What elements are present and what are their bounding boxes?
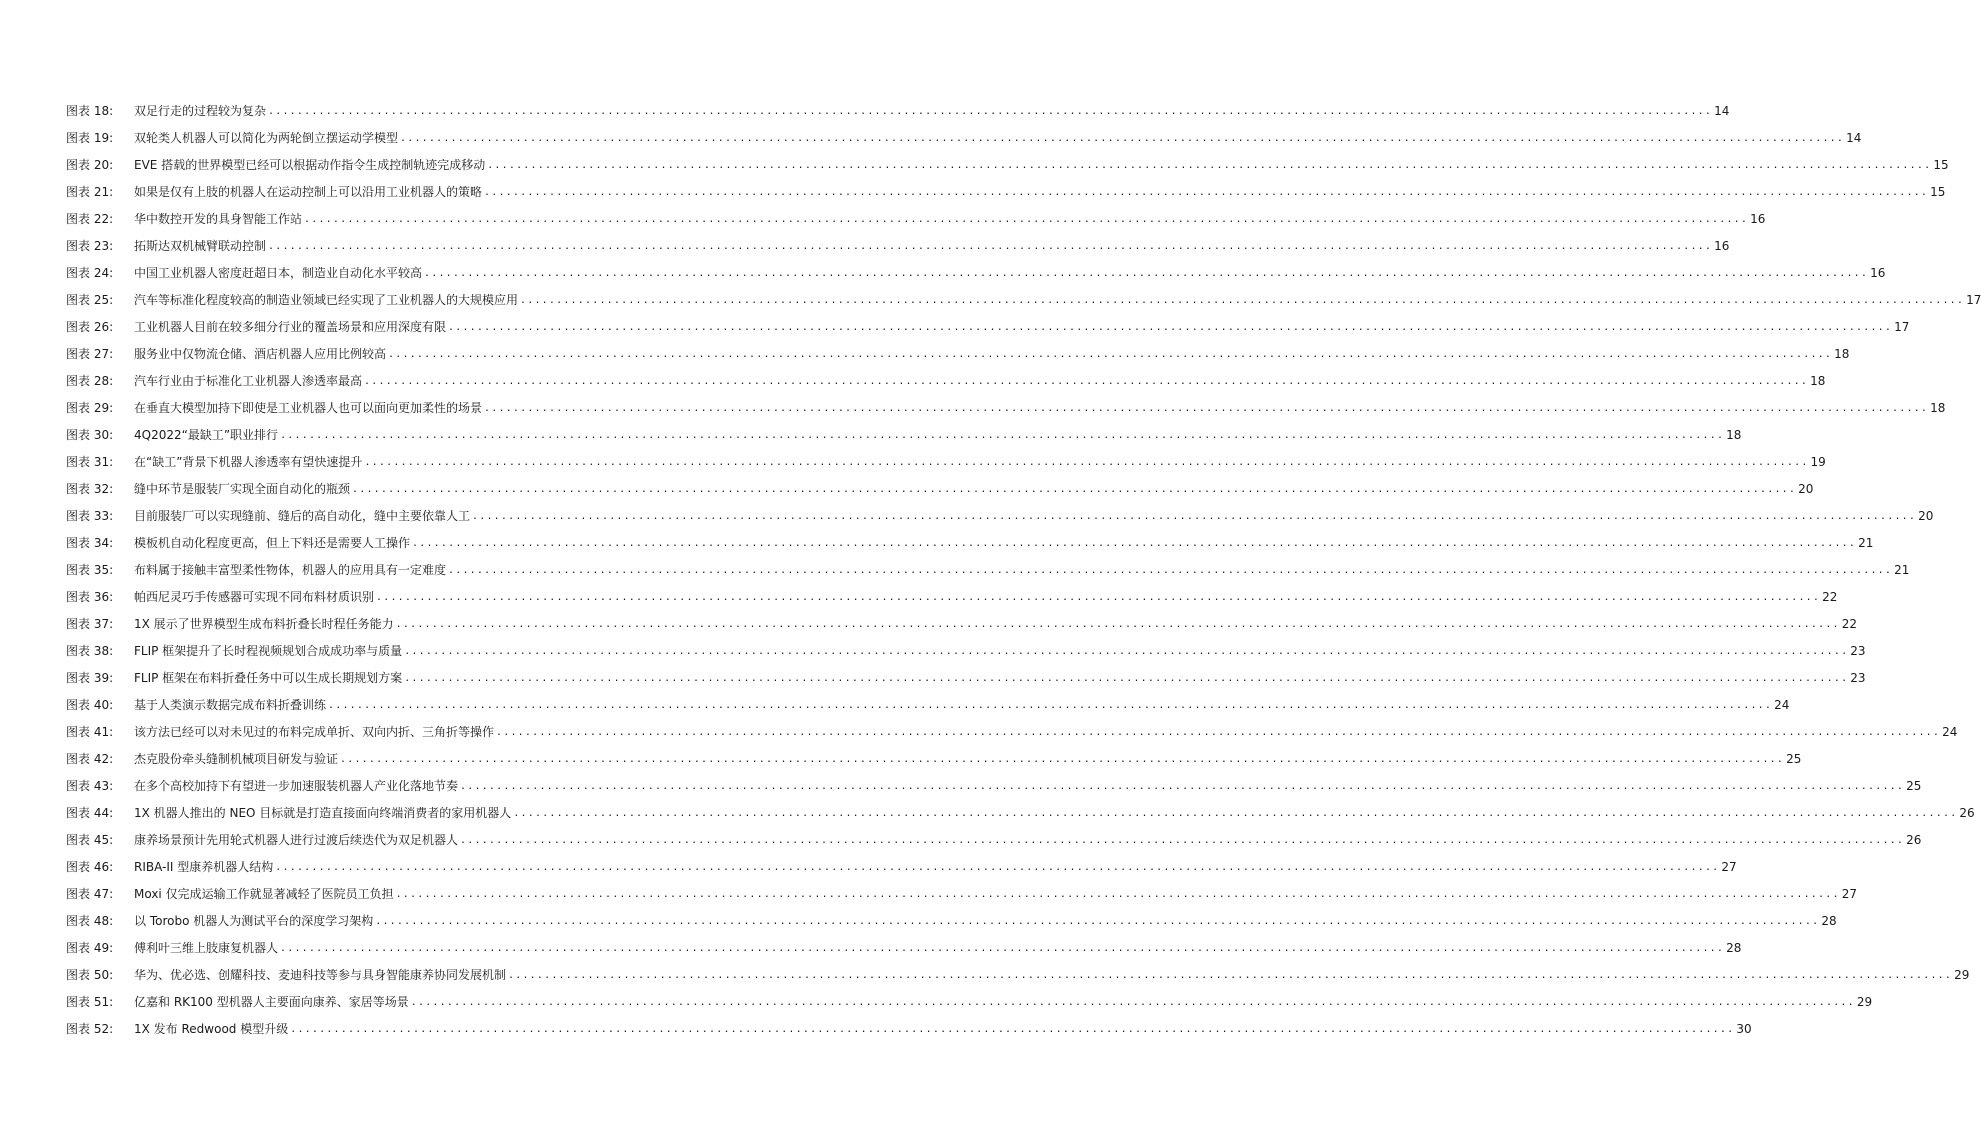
page-number: 16 — [1748, 206, 1765, 233]
toc-entry[interactable] — [66, 557, 1910, 584]
figure-number: 图表 32: — [66, 482, 114, 496]
leader-dots: ........................................................................................................................................................................................................ — [376, 592, 1821, 603]
toc-entry[interactable] — [66, 800, 1975, 827]
figure-title: 4Q2022“最缺工”职业排行 — [134, 428, 279, 442]
toc-entry-body — [134, 800, 1975, 827]
toc-entry-body — [134, 962, 1970, 989]
toc-entry[interactable] — [66, 368, 1826, 395]
figure-title: EVE 搭载的世界模型已经可以根据动作指令生成控制轨迹完成移动 — [134, 158, 486, 172]
figure-number: 图表 27: — [66, 347, 114, 361]
page-number: 16 — [1712, 233, 1729, 260]
page-number: 29 — [1855, 989, 1872, 1016]
toc-entry-body — [134, 206, 1766, 233]
figure-number: 图表 19: — [66, 131, 114, 145]
toc-entry[interactable] — [66, 962, 1970, 989]
leader-dots: ........................................................................................................................................................................................................ — [496, 727, 1941, 738]
toc-entry-body — [134, 908, 1837, 935]
toc-entry[interactable] — [66, 908, 1837, 935]
figure-number: 图表 18: — [66, 104, 114, 118]
page-number: 22 — [1840, 611, 1857, 638]
toc-entry[interactable] — [66, 638, 1866, 665]
figure-title: 目前服装厂可以实现缝前、缝后的高自动化，缝中主要依靠人工 — [134, 509, 471, 523]
leader-dots: ........................................................................................................................................................................................................ — [487, 160, 1932, 171]
page-number: 24 — [1940, 719, 1957, 746]
figure-number: 图表 52: — [66, 1022, 114, 1036]
toc-entry[interactable] — [66, 206, 1766, 233]
page-number: 18 — [1724, 422, 1741, 449]
toc-entry[interactable] — [66, 854, 1737, 881]
toc-entry-body — [134, 449, 1826, 476]
page-number: 23 — [1848, 638, 1865, 665]
figure-title: 汽车行业由于标准化工业机器人渗透率最高 — [134, 374, 363, 388]
page-number: 17 — [1892, 314, 1909, 341]
toc-entry-body — [134, 1016, 1752, 1043]
page-number: 14 — [1844, 125, 1861, 152]
leader-dots: ........................................................................................................................................................................................................ — [513, 808, 1958, 819]
figure-number: 图表 36: — [66, 590, 114, 604]
leader-dots: ........................................................................................................................................................................................................ — [484, 187, 1929, 198]
figure-number: 图表 34: — [66, 536, 114, 550]
figure-title: 缝中环节是服装厂实现全面自动化的瓶颈 — [134, 482, 351, 496]
figure-number: 图表 26: — [66, 320, 114, 334]
toc-entry[interactable] — [66, 665, 1866, 692]
toc-entry-body — [134, 341, 1850, 368]
figure-number: 图表 21: — [66, 185, 114, 199]
figure-number: 图表 49: — [66, 941, 114, 955]
toc-entry-body — [134, 881, 1857, 908]
figure-number: 图表 48: — [66, 914, 114, 928]
toc-entry-body — [134, 773, 1922, 800]
figure-number: 图表 28: — [66, 374, 114, 388]
leader-dots: ........................................................................................................................................................................................................ — [472, 511, 1917, 522]
toc-entry[interactable] — [66, 692, 1790, 719]
toc-entry[interactable] — [66, 449, 1826, 476]
figure-title: FLIP 框架提升了长时程视频规划合成成功率与质量 — [134, 644, 403, 658]
figure-number: 图表 44: — [66, 806, 114, 820]
toc-entry-body — [134, 152, 1949, 179]
toc-entry[interactable] — [66, 476, 1814, 503]
leader-dots: ........................................................................................................................................................................................................ — [328, 700, 1773, 711]
toc-entry[interactable] — [66, 773, 1922, 800]
toc-entry-body — [134, 746, 1802, 773]
toc-entry[interactable] — [66, 125, 1862, 152]
toc-entry-body — [134, 989, 1873, 1016]
toc-entry[interactable] — [66, 746, 1802, 773]
page-number: 20 — [1916, 503, 1933, 530]
leader-dots: ........................................................................................................................................................................................................ — [460, 781, 1905, 792]
leader-dots: ........................................................................................................................................................................................................ — [508, 970, 1953, 981]
page-number: 27 — [1840, 881, 1857, 908]
figure-number: 图表 46: — [66, 860, 114, 874]
figure-title: 在多个高校加持下有望进一步加速服装机器人产业化落地节奏 — [134, 779, 459, 793]
figure-number: 图表 42: — [66, 752, 114, 766]
leader-dots: ........................................................................................................................................................................................................ — [275, 862, 1720, 873]
page-number: 28 — [1724, 935, 1741, 962]
leader-dots: ........................................................................................................................................................................................................ — [395, 889, 1840, 900]
figure-title: 帕西尼灵巧手传感器可实现不同布料材质识别 — [134, 590, 375, 604]
figure-number: 图表 23: — [66, 239, 114, 253]
figure-title: 基于人类演示数据完成布料折叠训练 — [134, 698, 327, 712]
leader-dots: ........................................................................................................................................................................................................ — [395, 619, 1840, 630]
leader-dots: ........................................................................................................................................................................................................ — [412, 538, 1857, 549]
toc-entry[interactable] — [66, 1016, 1752, 1043]
toc-entry[interactable] — [66, 152, 1949, 179]
toc-entry[interactable] — [66, 719, 1958, 746]
figure-title: 服务业中仅物流仓储、酒店机器人应用比例较高 — [134, 347, 387, 361]
figure-number: 图表 45: — [66, 833, 114, 847]
page-number: 27 — [1719, 854, 1736, 881]
page-number: 21 — [1856, 530, 1873, 557]
toc-entry[interactable] — [66, 989, 1873, 1016]
page-number: 15 — [1928, 179, 1945, 206]
toc-entry-body — [134, 638, 1866, 665]
table-of-figures — [66, 98, 1981, 1043]
figure-title: 模板机自动化程度更高，但上下料还是需要人工操作 — [134, 536, 411, 550]
toc-entry-body — [134, 368, 1826, 395]
leader-dots: ........................................................................................................................................................................................................ — [520, 295, 1965, 306]
figure-title: Moxi 仅完成运输工作就显著减轻了医院员工负担 — [134, 887, 394, 901]
toc-entry-body — [134, 395, 1946, 422]
figure-number: 图表 35: — [66, 563, 114, 577]
leader-dots: ........................................................................................................................................................................................................ — [340, 754, 1785, 765]
leader-dots: ........................................................................................................................................................................................................ — [280, 943, 1725, 954]
toc-entry-body — [134, 557, 1910, 584]
page-number: 14 — [1712, 98, 1729, 125]
page-number: 17 — [1964, 287, 1981, 314]
figure-title: 双轮类人机器人可以简化为两轮倒立摆运动学模型 — [134, 131, 399, 145]
figure-title: 1X 展示了世界模型生成布料折叠长时程任务能力 — [134, 617, 394, 631]
figure-title: 杰克股份牵头缝制机械项目研发与验证 — [134, 752, 339, 766]
toc-entry-body — [134, 692, 1790, 719]
toc-entry-body — [134, 503, 1934, 530]
page-number: 18 — [1928, 395, 1945, 422]
figure-number: 图表 50: — [66, 968, 114, 982]
toc-entry[interactable] — [66, 287, 1981, 314]
figure-title: 工业机器人目前在较多细分行业的覆盖场景和应用深度有限 — [134, 320, 447, 334]
toc-entry-body — [134, 260, 1886, 287]
page-number: 23 — [1848, 665, 1865, 692]
figure-title: 汽车等标准化程度较高的制造业领域已经实现了工业机器人的大规模应用 — [134, 293, 519, 307]
figure-number: 图表 51: — [66, 995, 114, 1009]
leader-dots: ........................................................................................................................................................................................................ — [388, 349, 1833, 360]
figure-title: 亿嘉和 RK100 型机器人主要面向康养、家居等场景 — [134, 995, 409, 1009]
figure-title: 如果是仅有上肢的机器人在运动控制上可以沿用工业机器人的策略 — [134, 185, 483, 199]
leader-dots: ........................................................................................................................................................................................................ — [448, 565, 1893, 576]
toc-entry-body — [134, 125, 1862, 152]
leader-dots: ........................................................................................................................................................................................................ — [290, 1024, 1735, 1035]
page-number: 19 — [1809, 449, 1826, 476]
toc-entry-body — [134, 287, 1981, 314]
toc-entry[interactable] — [66, 503, 1934, 530]
page-number: 25 — [1784, 746, 1801, 773]
figure-title: 以 Torobo 机器人为测试平台的深度学习架构 — [134, 914, 374, 928]
figure-title: 华为、优必选、创耀科技、麦迪科技等参与具身智能康养协同发展机制 — [134, 968, 507, 982]
leader-dots: ........................................................................................................................................................................................................ — [404, 646, 1849, 657]
toc-entry[interactable] — [66, 827, 1922, 854]
toc-entry-body — [134, 179, 1946, 206]
toc-entry[interactable] — [66, 881, 1857, 908]
toc-entry[interactable] — [66, 341, 1850, 368]
figure-number: 图表 40: — [66, 698, 114, 712]
toc-entry-body — [134, 98, 1730, 125]
toc-entry[interactable] — [66, 395, 1946, 422]
leader-dots: ........................................................................................................................................................................................................ — [375, 916, 1820, 927]
page-number: 26 — [1957, 800, 1974, 827]
leader-dots: ........................................................................................................................................................................................................ — [460, 835, 1905, 846]
figure-title: 双足行走的过程较为复杂 — [134, 104, 267, 118]
leader-dots: ........................................................................................................................................................................................................ — [280, 430, 1725, 441]
leader-dots: ........................................................................................................................................................................................................ — [424, 268, 1869, 279]
figure-title: 华中数控开发的具身智能工作站 — [134, 212, 303, 226]
figure-number: 图表 33: — [66, 509, 114, 523]
page-number: 15 — [1931, 152, 1948, 179]
figure-number: 图表 24: — [66, 266, 114, 280]
leader-dots: ........................................................................................................................................................................................................ — [268, 241, 1713, 252]
page-number: 21 — [1892, 557, 1909, 584]
leader-dots: ........................................................................................................................................................................................................ — [352, 484, 1797, 495]
figure-title: 中国工业机器人密度赶超日本，制造业自动化水平较高 — [134, 266, 423, 280]
toc-entry[interactable] — [66, 179, 1946, 206]
figure-number: 图表 29: — [66, 401, 114, 415]
toc-entry-body — [134, 476, 1814, 503]
page-number: 18 — [1832, 341, 1849, 368]
toc-entry-body — [134, 584, 1838, 611]
toc-entry[interactable] — [66, 422, 1742, 449]
figure-number: 图表 30: — [66, 428, 114, 442]
leader-dots: ........................................................................................................................................................................................................ — [304, 214, 1749, 225]
page-number: 16 — [1868, 260, 1885, 287]
toc-entry-body — [134, 422, 1742, 449]
figure-number: 图表 37: — [66, 617, 114, 631]
leader-dots: ........................................................................................................................................................................................................ — [410, 997, 1855, 1008]
toc-entry-body — [134, 530, 1874, 557]
page-number: 24 — [1772, 692, 1789, 719]
toc-entry-body — [134, 827, 1922, 854]
leader-dots: ........................................................................................................................................................................................................ — [400, 133, 1845, 144]
toc-entry-body — [134, 665, 1866, 692]
figure-title: 拓斯达双机械臂联动控制 — [134, 239, 267, 253]
toc-entry-body — [134, 935, 1742, 962]
figure-title: 1X 发布 Redwood 模型升级 — [134, 1022, 289, 1036]
toc-entry-body — [134, 611, 1858, 638]
toc-entry[interactable] — [66, 530, 1874, 557]
figure-title: 在“缺工”背景下机器人渗透率有望快速提升 — [134, 455, 363, 469]
figure-number: 图表 25: — [66, 293, 114, 307]
leader-dots: ........................................................................................................................................................................................................ — [404, 673, 1849, 684]
page-number: 26 — [1904, 827, 1921, 854]
figure-title: RIBA-II 型康养机器人结构 — [134, 860, 274, 874]
page-number: 25 — [1904, 773, 1921, 800]
toc-entry[interactable] — [66, 935, 1742, 962]
figure-title: 布料属于接触丰富型柔性物体，机器人的应用具有一定难度 — [134, 563, 447, 577]
figure-number: 图表 47: — [66, 887, 114, 901]
leader-dots: ........................................................................................................................................................................................................ — [448, 322, 1893, 333]
figure-number: 图表 39: — [66, 671, 114, 685]
toc-entry[interactable] — [66, 260, 1886, 287]
figure-title: 康养场景预计先用轮式机器人进行过渡后续迭代为双足机器人 — [134, 833, 459, 847]
toc-entry-body — [134, 854, 1737, 881]
leader-dots: ........................................................................................................................................................................................................ — [484, 403, 1929, 414]
figure-number: 图表 22: — [66, 212, 114, 226]
figure-title: 该方法已经可以对未见过的布料完成单折、双向内折、三角折等操作 — [134, 725, 495, 739]
leader-dots: ........................................................................................................................................................................................................ — [364, 376, 1809, 387]
figure-title: 在垂直大模型加持下即使是工业机器人也可以面向更加柔性的场景 — [134, 401, 483, 415]
figure-number: 图表 31: — [66, 455, 114, 469]
page-number: 20 — [1796, 476, 1813, 503]
figure-number: 图表 20: — [66, 158, 114, 172]
toc-entry[interactable] — [66, 584, 1838, 611]
toc-entry[interactable] — [66, 233, 1730, 260]
toc-entry[interactable] — [66, 98, 1730, 125]
figure-number: 图表 41: — [66, 725, 114, 739]
figure-title: FLIP 框架在布料折叠任务中可以生成长期规划方案 — [134, 671, 403, 685]
page-number: 18 — [1808, 368, 1825, 395]
figure-title: 1X 机器人推出的 NEO 目标就是打造直接面向终端消费者的家用机器人 — [134, 806, 512, 820]
figure-number: 图表 38: — [66, 644, 114, 658]
toc-entry[interactable] — [66, 611, 1858, 638]
figure-number: 图表 43: — [66, 779, 114, 793]
page-number: 22 — [1820, 584, 1837, 611]
toc-entry-body — [134, 233, 1730, 260]
page-number: 30 — [1734, 1016, 1751, 1043]
page-number: 29 — [1952, 962, 1969, 989]
toc-entry-body — [134, 314, 1910, 341]
leader-dots: ........................................................................................................................................................................................................ — [364, 457, 1809, 468]
figure-title: 傅利叶三维上肢康复机器人 — [134, 941, 279, 955]
toc-entry-body — [134, 719, 1958, 746]
leader-dots: ........................................................................................................................................................................................................ — [268, 106, 1713, 117]
page-number: 28 — [1819, 908, 1836, 935]
toc-entry[interactable] — [66, 314, 1910, 341]
